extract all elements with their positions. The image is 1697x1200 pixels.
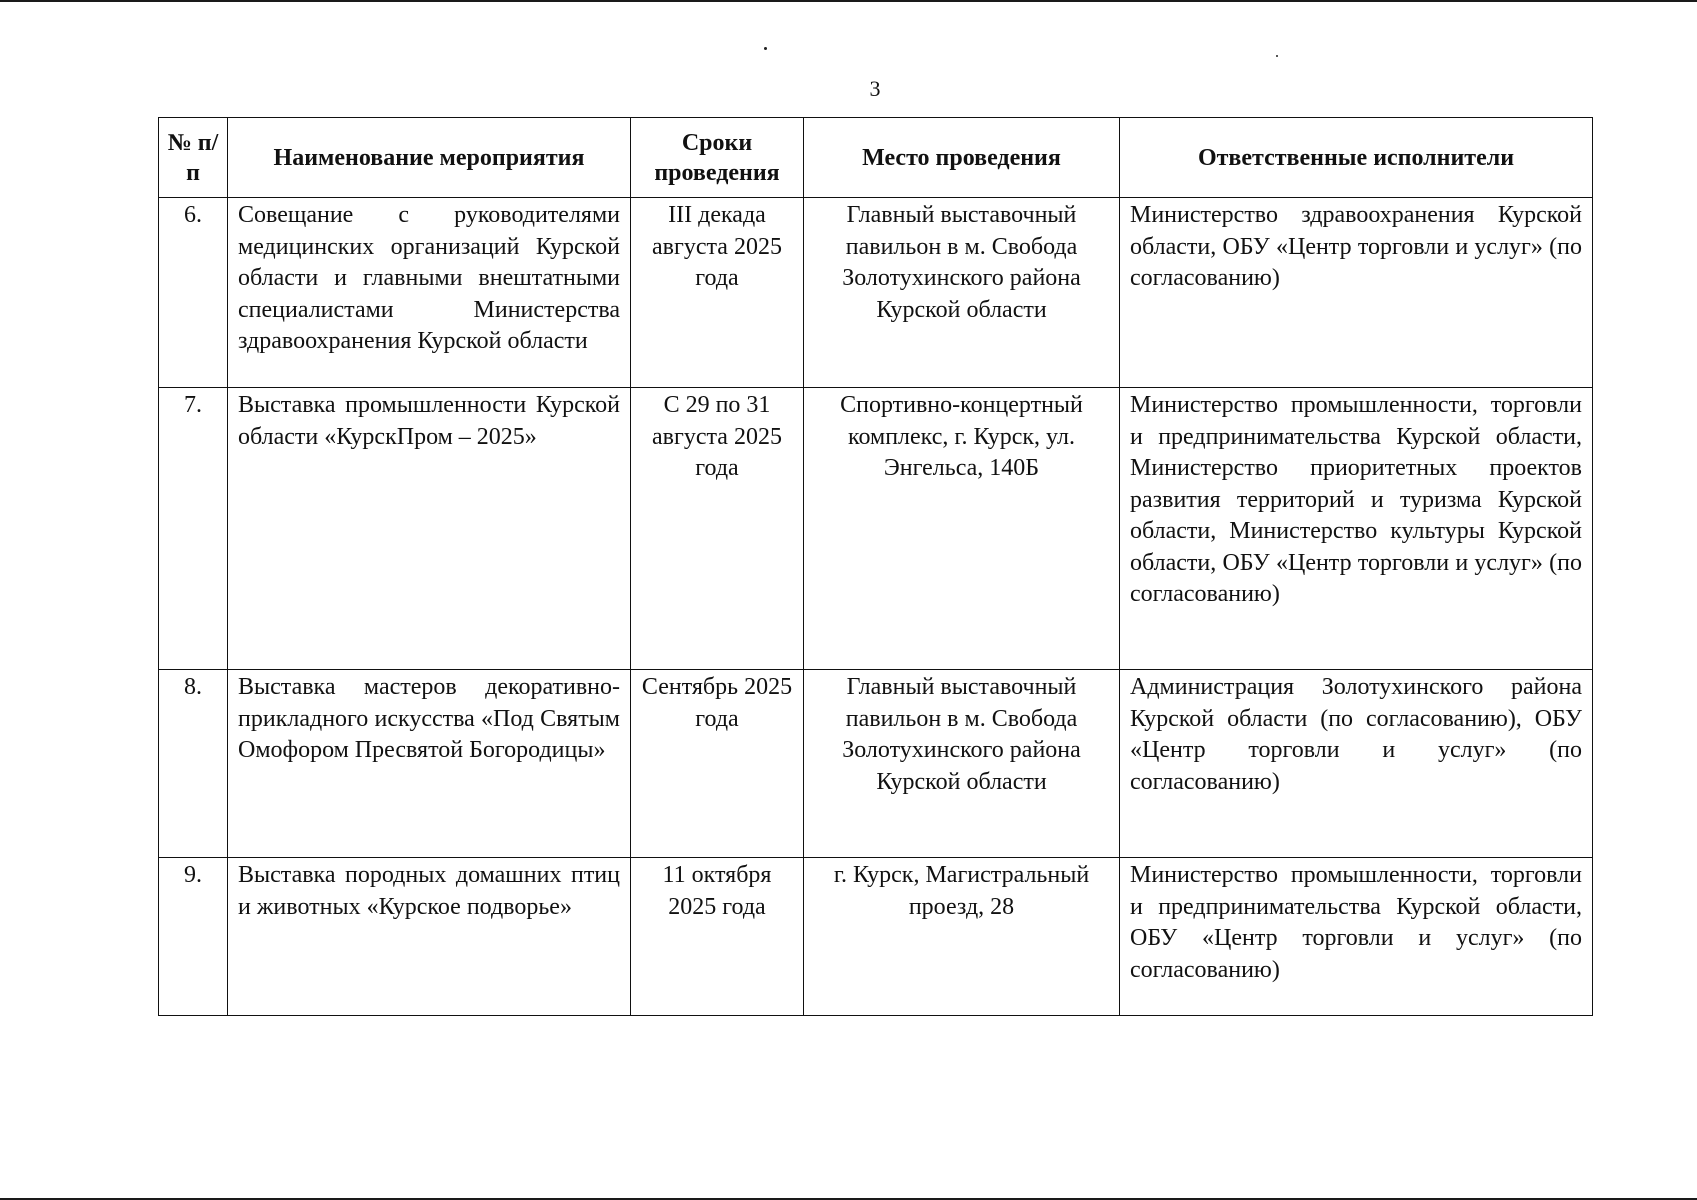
page-number: 3 — [869, 76, 881, 101]
row-num: 8. — [159, 670, 228, 858]
table-header-row — [159, 118, 1593, 198]
row-place: Главный выставочный павильон в м. Свобода Золотухинского района Курской области — [804, 670, 1120, 858]
scan-speck — [764, 47, 767, 50]
row-dates: 11 октября 2025 года — [631, 858, 804, 1016]
table-row — [159, 670, 1593, 858]
scan-edge-top — [0, 0, 1697, 2]
row-place: Главный выставочный павильон в м. Свобода Золотухинского района Курской области — [804, 198, 1120, 388]
scan-speck — [1276, 55, 1278, 57]
header-responsible: Ответственные исполнители — [1120, 118, 1593, 198]
row-num: 6. — [159, 198, 228, 388]
row-dates: Сентябрь 2025 года — [631, 670, 804, 858]
row-dates: III декада августа 2025 года — [631, 198, 804, 388]
row-name: Выставка мастеров декоративно-прикладного искусства «Под Святым Омофором Пресвятой Богородицы» — [228, 670, 631, 858]
events-table — [158, 117, 1593, 1016]
row-place: г. Курск, Магистральный проезд, 28 — [804, 858, 1120, 1016]
row-num: 9. — [159, 858, 228, 1016]
row-name: Выставка породных домашних птиц и животных «Курское подворье» — [228, 858, 631, 1016]
row-name: Совещание с руководителями медицинских организаций Курской области и главными внештатными специалистами Министерства здравоохранения Курской области — [228, 198, 631, 388]
row-responsible: Министерство промышленности, торговли и предпринимательства Курской области, ОБУ «Центр торговли и услуг» (по согласованию) — [1120, 858, 1593, 1016]
row-responsible: Министерство промышленности, торговли и предпринимательства Курской области, Министерство приоритетных проектов развития территорий и туризма Курской области, Министерство культуры Курской области, ОБУ «Центр торговли и услуг» (по согласованию) — [1120, 388, 1593, 670]
header-place: Место проведения — [804, 118, 1120, 198]
row-num: 7. — [159, 388, 228, 670]
header-dates: Сроки проведения — [631, 118, 804, 198]
table-row — [159, 858, 1593, 1016]
row-name: Выставка промышленности Курской области «КурскПром – 2025» — [228, 388, 631, 670]
row-responsible: Министерство здравоохранения Курской области, ОБУ «Центр торговли и услуг» (по согласованию) — [1120, 198, 1593, 388]
table-row — [159, 388, 1593, 670]
row-place: Спортивно-концертный комплекс, г. Курск, ул. Энгельса, 140Б — [804, 388, 1120, 670]
header-name: Наименование мероприятия — [228, 118, 631, 198]
table-row — [159, 198, 1593, 388]
row-responsible: Администрация Золотухинского района Курской области (по согласованию), ОБУ «Центр торговли и услуг» (по согласованию) — [1120, 670, 1593, 858]
header-num: № п/п — [159, 118, 228, 198]
row-dates: С 29 по 31 августа 2025 года — [631, 388, 804, 670]
